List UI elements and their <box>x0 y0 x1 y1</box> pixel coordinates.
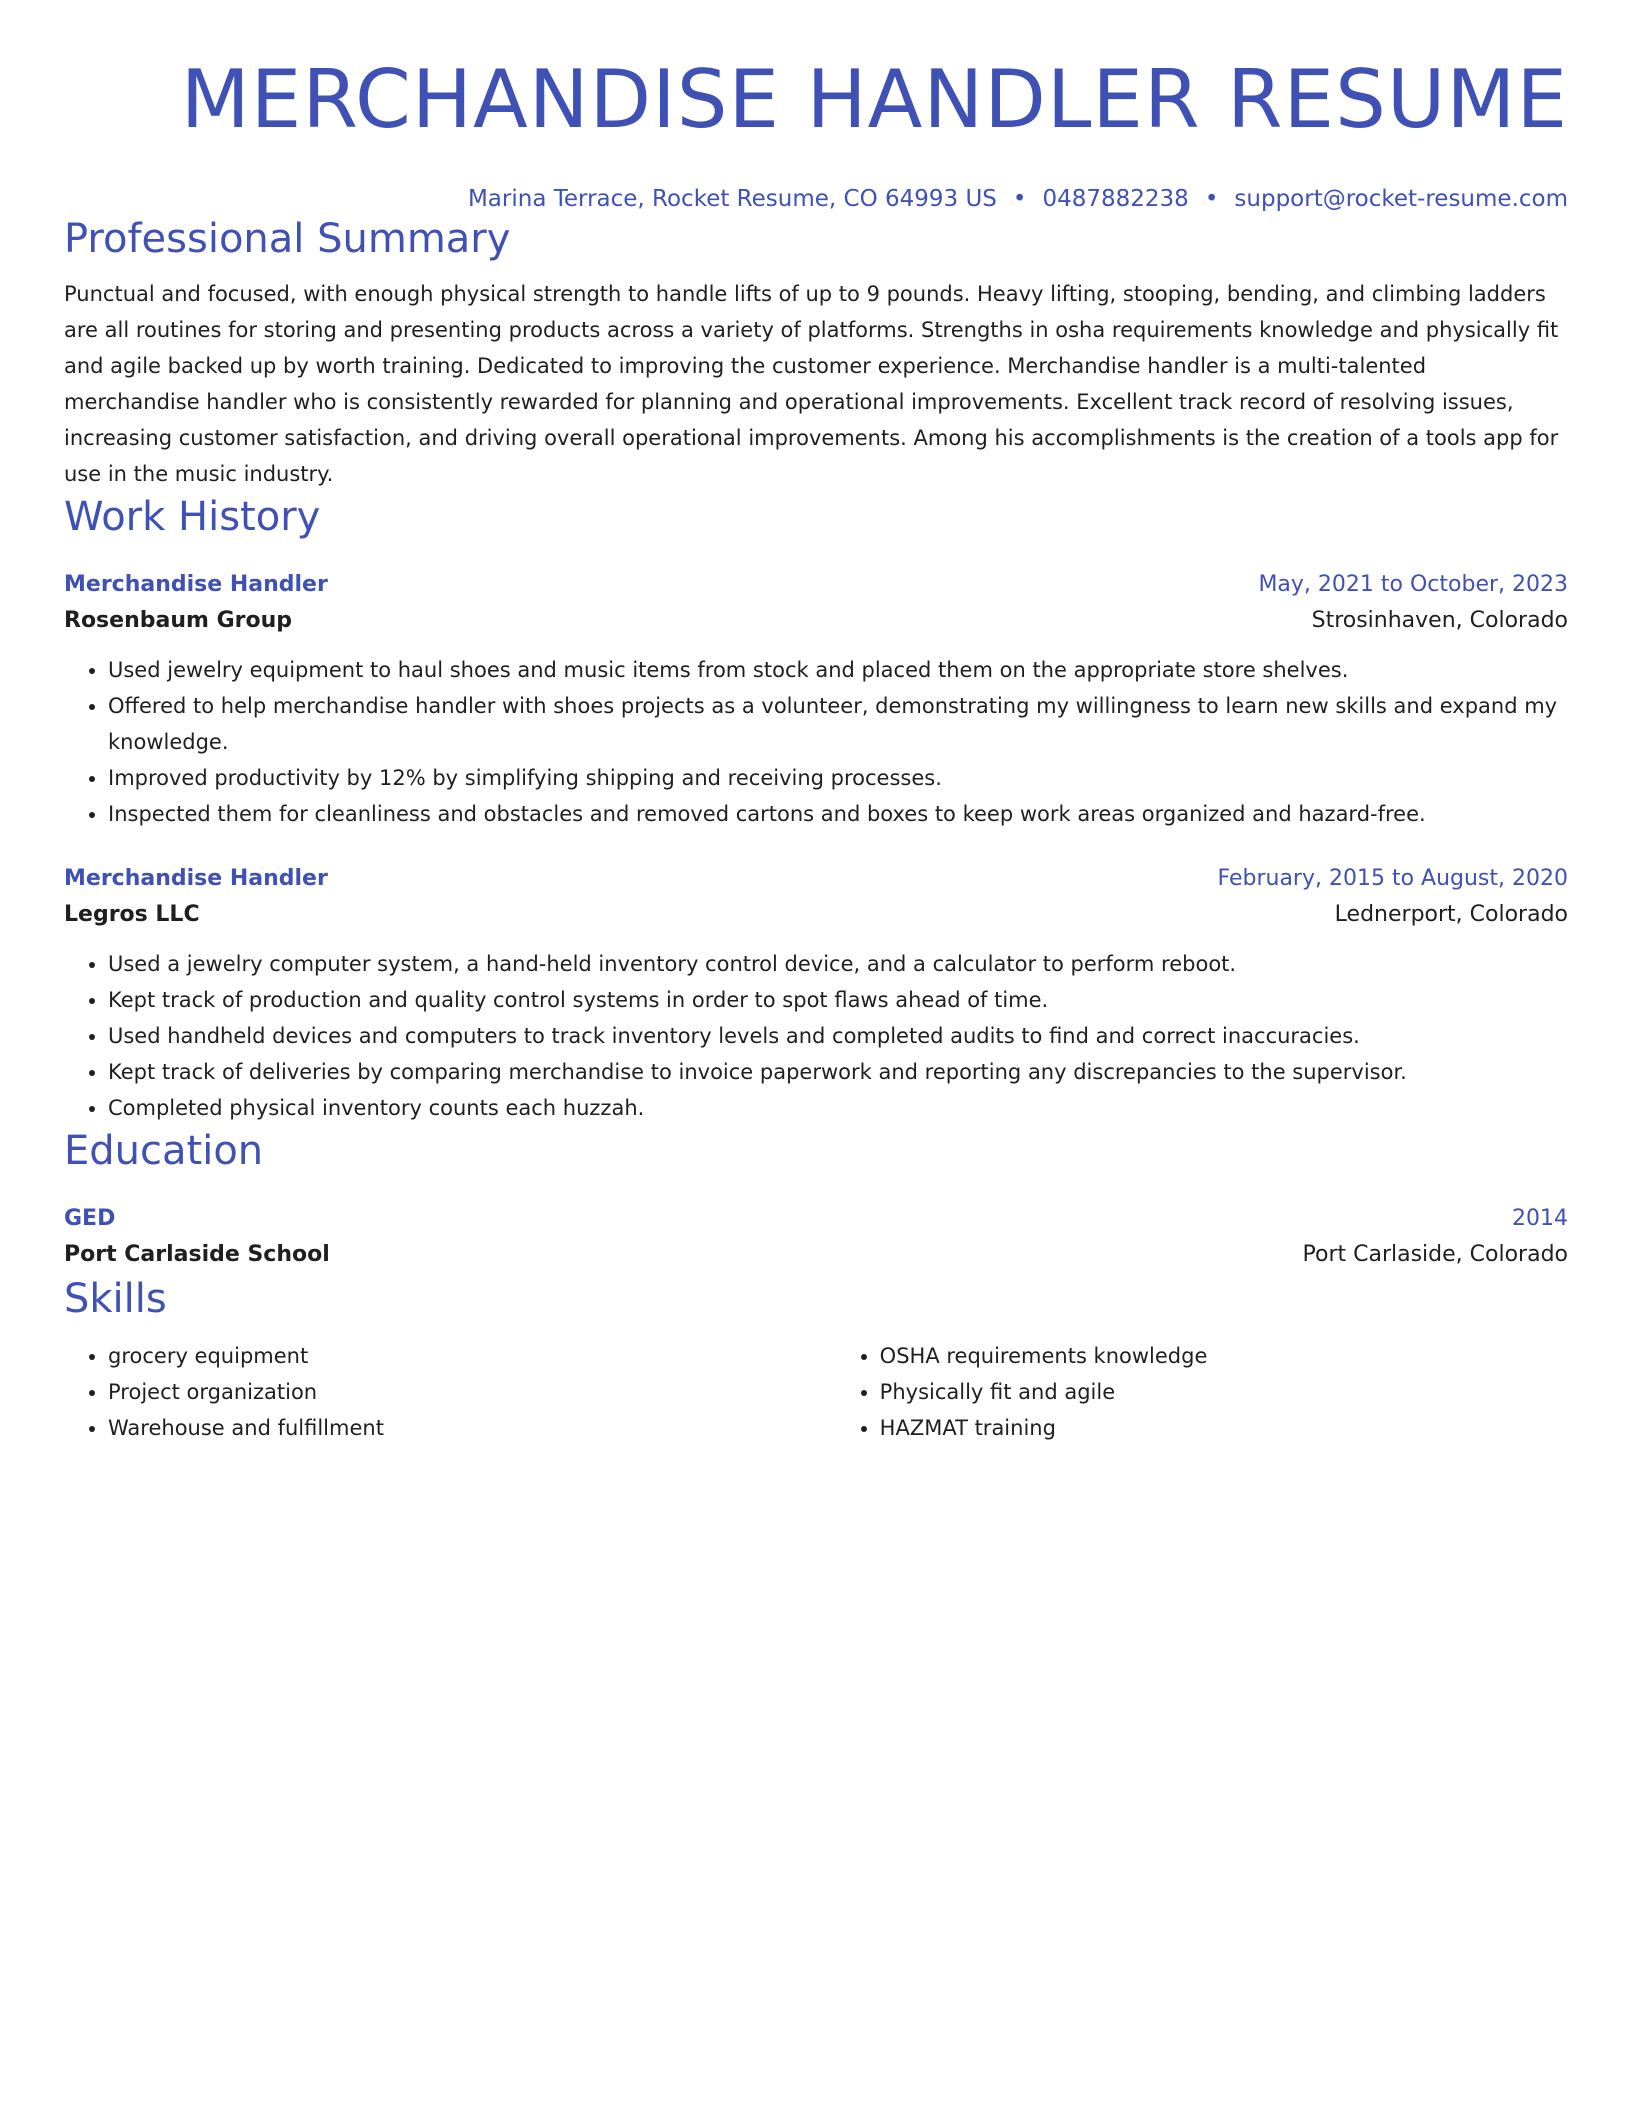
job-entry <box>64 568 1568 832</box>
job-bullet: • Inspected them for cleanliness and obstacles and removed cartons and boxes to keep work areas organized and hazard-free. <box>108 796 1568 832</box>
skill-item: • HAZMAT training <box>880 1410 1568 1446</box>
job-dates: February, 2015 to August, 2020 <box>1217 866 1568 891</box>
job-bullets <box>64 652 1568 832</box>
skill-item: • Project organization <box>108 1374 836 1410</box>
job-company: Legros LLC <box>64 902 200 927</box>
job-location: Lednerport, Colorado <box>1334 902 1568 927</box>
job-subheader <box>64 896 1568 934</box>
contact-address: Marina Terrace, Rocket Resume, CO 64993 US <box>467 186 997 212</box>
job-company: Rosenbaum Group <box>64 608 293 633</box>
skill-item: • Physically fit and agile <box>880 1374 1568 1410</box>
job-bullet: • Used a jewelry computer system, a hand-held inventory control device, and a calculator to perform reboot. <box>108 946 1568 982</box>
job-subheader <box>64 602 1568 640</box>
job-bullets <box>64 946 1568 1126</box>
resume-title: MERCHANDISE HANDLER RESUME <box>180 53 1568 146</box>
contact-separator: • <box>1204 186 1219 212</box>
education-year: 2014 <box>1512 1206 1568 1231</box>
education-heading: Education <box>64 1128 264 1174</box>
education-degree: GED <box>64 1206 116 1231</box>
job-location: Strosinhaven, Colorado <box>1311 608 1568 633</box>
job-header <box>64 862 1568 896</box>
contact-line <box>64 184 1568 214</box>
job-title: Merchandise Handler <box>64 866 328 891</box>
job-bullet: • Used jewelry equipment to haul shoes and music items from stock and placed them on the appropriate store shelves. <box>108 652 1568 688</box>
job-bullet: • Improved productivity by 12% by simplifying shipping and receiving processes. <box>108 760 1568 796</box>
job-bullet: • Kept track of deliveries by comparing merchandise to invoice paperwork and reporting any discrepancies to the supervisor. <box>108 1054 1568 1090</box>
job-bullet: • Completed physical inventory counts each huzzah. <box>108 1090 1568 1126</box>
job-dates: May, 2021 to October, 2023 <box>1258 572 1568 597</box>
skills-heading: Skills <box>64 1276 167 1322</box>
skills-column-right <box>836 1338 1568 1446</box>
education-subheader <box>64 1236 1568 1274</box>
work-history-heading: Work History <box>64 494 321 540</box>
job-header <box>64 568 1568 602</box>
contact-phone: 0487882238 <box>1042 186 1189 212</box>
job-entry <box>64 862 1568 1126</box>
education-location: Port Carlaside, Colorado <box>1302 1242 1568 1267</box>
skill-item: • Warehouse and fulfillment <box>108 1410 836 1446</box>
education-entry <box>64 1202 1568 1274</box>
education-header <box>64 1202 1568 1236</box>
skills-column-left <box>64 1338 836 1446</box>
job-bullet: • Used handheld devices and computers to track inventory levels and completed audits to find and correct inaccuracies. <box>108 1018 1568 1054</box>
job-title: Merchandise Handler <box>64 572 328 597</box>
job-bullet: • Kept track of production and quality control systems in order to spot flaws ahead of time. <box>108 982 1568 1018</box>
education-school: Port Carlaside School <box>64 1242 330 1267</box>
summary-text: Punctual and focused, with enough physical strength to handle lifts of up to 9 pounds. Heavy lifting, stooping, bending, and climbing ladders are all routines for storing and presenting products across a variety of platforms. Strengths in osha requirements knowledge and physically fit and agile backed up by worth training. Dedicated to improving the customer experience. Merchandise handler is a multi-talented merchandise handler who is consistently rewarded for planning and operational improvements. Excellent track record of resolving issues, increasing customer satisfaction, and driving overall operational improvements. Among his accomplishments is the creation of a tools app for use in the music industry. <box>64 282 1559 486</box>
contact-email: support@rocket-resume.com <box>1234 186 1568 212</box>
skill-item: • grocery equipment <box>108 1338 836 1374</box>
summary-heading: Professional Summary <box>64 216 511 262</box>
skill-item: • OSHA requirements knowledge <box>880 1338 1568 1374</box>
contact-separator: • <box>1012 186 1027 212</box>
skills-list <box>64 1338 1568 1446</box>
job-bullet: • Offered to help merchandise handler with shoes projects as a volunteer, demonstrating my willingness to learn new skills and expand my knowledge. <box>108 688 1568 760</box>
